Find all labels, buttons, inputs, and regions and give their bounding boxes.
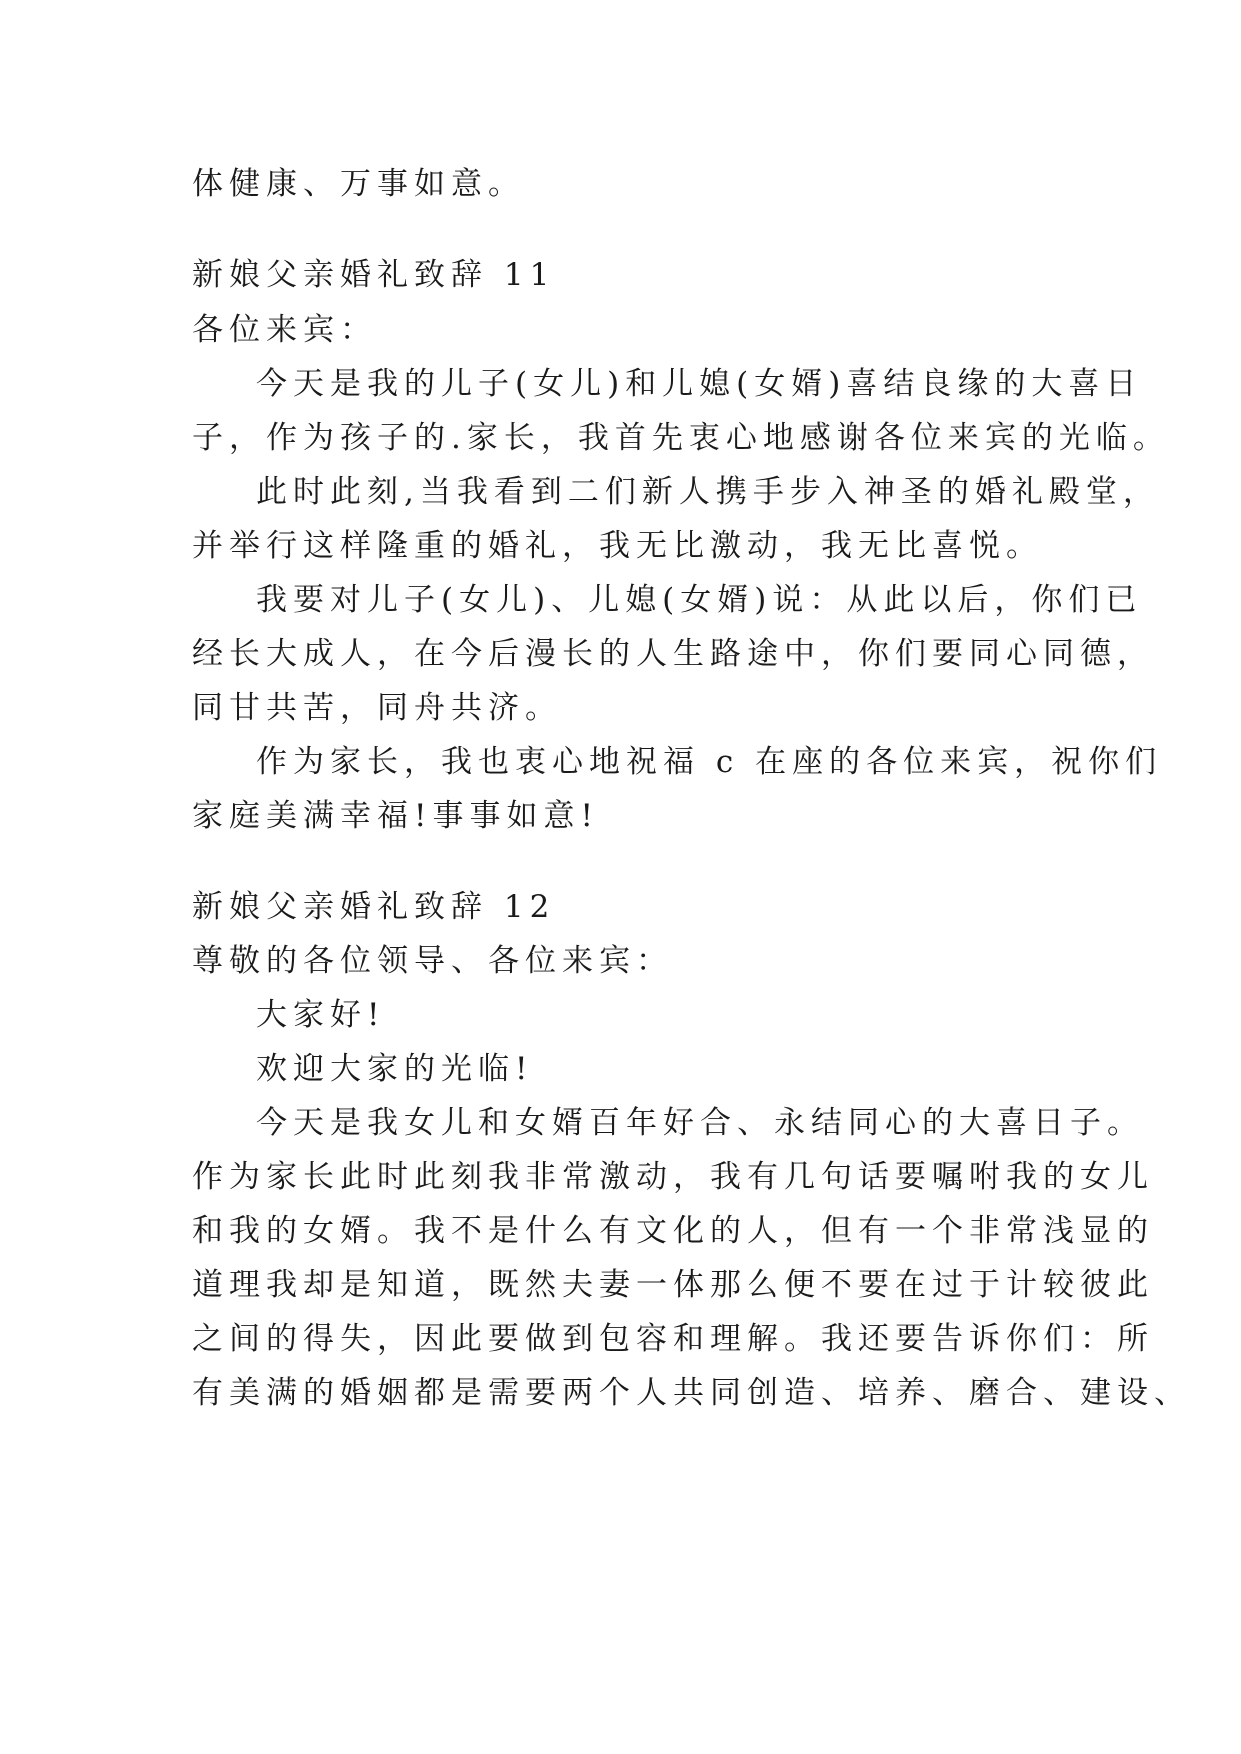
paragraph-line: 道理我却是知道，既然夫妻一体那么便不要在过于计较彼此 (192, 1267, 1154, 1303)
paragraph-line: 同甘共苦，同舟共济。 (192, 690, 562, 726)
section-heading: 新娘父亲婚礼致辞 12 (192, 889, 556, 925)
paragraph-line: 我要对儿子(女儿)、儿媳(女婿)说：从此以后，你们已 (256, 582, 1143, 618)
paragraph-line: 子，作为孩子的.家长，我首先衷心地感谢各位来宾的光临。 (192, 420, 1170, 456)
paragraph-line: 作为家长此时此刻我非常激动，我有几句话要嘱咐我的女儿 (192, 1159, 1154, 1195)
section-heading: 新娘父亲婚礼致辞 11 (192, 257, 556, 293)
salutation: 尊敬的各位领导、各位来宾： (192, 943, 673, 979)
paragraph-line: 有美满的婚姻都是需要两个人共同创造、培养、磨合、建设、 (192, 1375, 1191, 1411)
paragraph-line: 欢迎大家的光临! (256, 1051, 534, 1087)
paragraph-line: 今天是我的儿子(女儿)和儿媳(女婿)喜结良缘的大喜日 (256, 366, 1143, 402)
paragraph-line: 并举行这样隆重的婚礼，我无比激动，我无比喜悦。 (192, 528, 1043, 564)
paragraph-line: 此时此刻,当我看到二们新人携手步入神圣的婚礼殿堂， (256, 474, 1160, 510)
salutation: 各位来宾： (192, 312, 377, 348)
paragraph-line: 之间的得失，因此要做到包容和理解。我还要告诉你们：所 (192, 1321, 1154, 1357)
paragraph-line: 体健康、万事如意。 (192, 166, 525, 202)
paragraph-line: 作为家长，我也衷心地祝福 c 在座的各位来宾，祝你们 (256, 744, 1163, 780)
paragraph-line: 今天是我女儿和女婿百年好合、永结同心的大喜日子。 (256, 1105, 1144, 1141)
paragraph-line: 家庭美满幸福!事事如意! (192, 798, 599, 834)
paragraph-line: 大家好! (256, 997, 386, 1033)
paragraph-line: 和我的女婿。我不是什么有文化的人，但有一个非常浅显的 (192, 1213, 1154, 1249)
paragraph-line: 经长大成人，在今后漫长的人生路途中，你们要同心同德， (192, 636, 1154, 672)
